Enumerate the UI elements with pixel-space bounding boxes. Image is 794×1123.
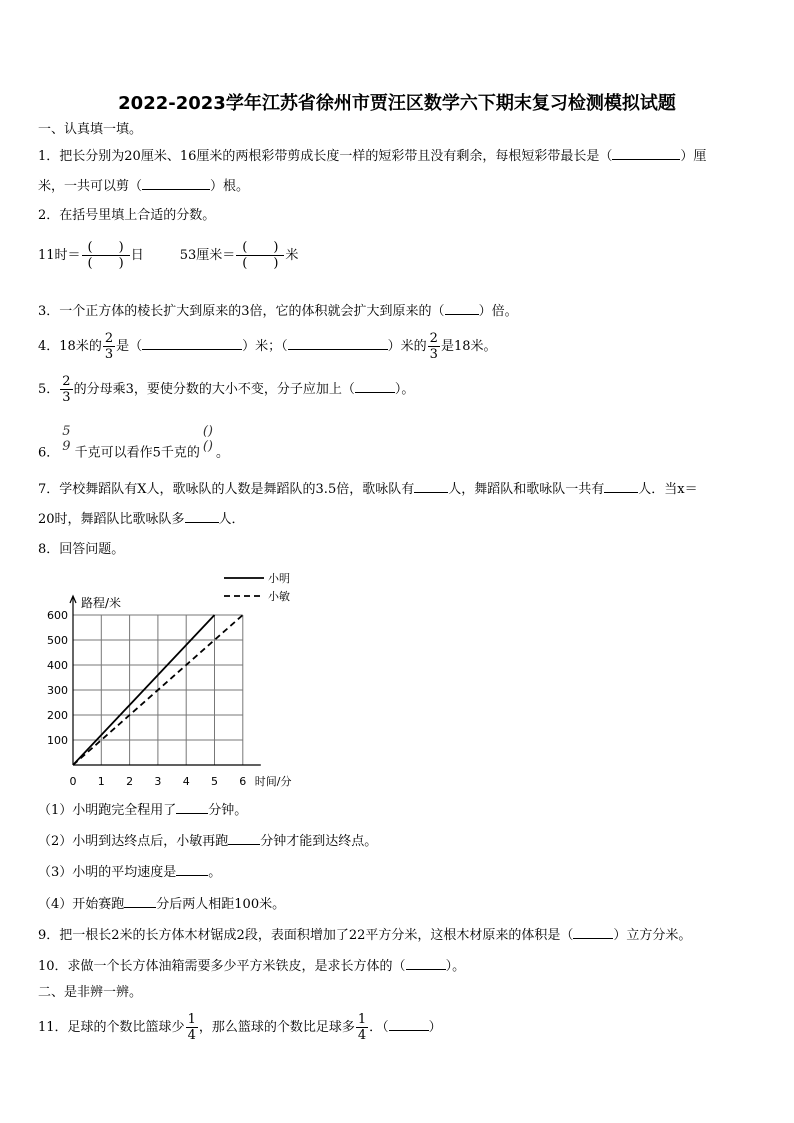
question-number: 9． <box>38 928 60 943</box>
numerator-blank[interactable]: () <box>202 424 213 439</box>
answer-blank[interactable] <box>124 895 156 908</box>
question-text: （1）小明跑完全程用了 <box>38 803 177 818</box>
question-text: 是（ <box>116 339 143 354</box>
question-1-line-2 <box>38 177 249 195</box>
question-text: ）米的 <box>387 339 427 354</box>
numerator: 2 <box>62 374 71 389</box>
section-heading-1: 一、认真填一填。 <box>38 122 143 137</box>
question-text: 把长分别为20厘米、16厘米的两根彩带剪成长度一样的短彩带且没有剩余，每根短彩带最长是（ <box>59 149 613 164</box>
x-tick-label: 0 <box>69 775 77 788</box>
x-tick-label: 1 <box>97 775 105 788</box>
question-text: ．（ <box>369 1020 389 1035</box>
numerator: 1 <box>187 1012 196 1027</box>
denominator-blank[interactable]: ( ) <box>242 256 279 271</box>
question-8-sub-4 <box>38 895 285 913</box>
answer-blank[interactable] <box>573 926 613 939</box>
question-text: ）米；（ <box>242 339 288 354</box>
question-number: 5． <box>38 382 60 397</box>
answer-blank[interactable] <box>604 480 638 493</box>
question-8-sub-1 <box>38 801 247 819</box>
question-text: （3）小明的平均速度是 <box>38 865 177 880</box>
question-text: ）倍。 <box>478 304 518 319</box>
question-text: ，那么篮球的个数比足球多 <box>198 1020 355 1035</box>
unit-label: 米 <box>285 248 299 263</box>
question-11 <box>38 1012 442 1043</box>
numerator: 1 <box>357 1012 367 1027</box>
question-text: ）根。 <box>210 179 250 194</box>
denominator: 4 <box>357 1028 367 1043</box>
legend-label: 小明 <box>268 572 290 585</box>
question-5 <box>38 374 414 405</box>
question-text: ） <box>428 1020 442 1035</box>
fraction <box>356 1012 368 1043</box>
denominator: 3 <box>104 347 114 362</box>
x-axis-label: 时间/分 <box>254 775 292 788</box>
y-tick-label: 400 <box>47 659 68 672</box>
x-tick-label: 6 <box>239 775 247 788</box>
question-text: 18米的 <box>59 339 102 354</box>
legend-label: 小敏 <box>268 590 290 603</box>
numerator: 2 <box>104 331 114 346</box>
answer-blank[interactable] <box>142 177 210 190</box>
denominator: 4 <box>187 1028 196 1043</box>
question-text: 求做一个长方体油箱需要多少平方米铁皮，是求长方体的（ <box>67 959 406 974</box>
denominator-blank[interactable]: ( ) <box>87 256 124 271</box>
answer-blank[interactable] <box>288 337 388 350</box>
question-text: （4）开始赛跑 <box>38 897 125 912</box>
question-text: 学校舞蹈队有X人，歌咏队的人数是舞蹈队的3.5倍，歌咏队有 <box>59 482 415 497</box>
answer-blank[interactable] <box>445 302 479 315</box>
question-text: ）。 <box>445 959 466 974</box>
answer-blank[interactable] <box>176 863 208 876</box>
denominator: 3 <box>62 390 71 405</box>
question-7-line-1 <box>38 480 698 498</box>
question-text: 分钟。 <box>208 803 248 818</box>
answer-blank[interactable] <box>142 337 242 350</box>
equation-left: 11时＝ <box>38 248 81 263</box>
question-text: 。 <box>216 445 230 461</box>
y-axis-label: 路程/米 <box>81 596 122 610</box>
y-tick-label: 600 <box>47 609 68 622</box>
question-6 <box>38 424 229 462</box>
x-tick-label: 4 <box>182 775 190 788</box>
numerator: 2 <box>429 331 438 346</box>
page-title: 2022-2023学年江苏省徐州市贾汪区数学六下期末复习检测模拟试题 <box>118 93 676 114</box>
question-2-line-2 <box>38 240 298 271</box>
question-number: 11． <box>38 1020 68 1035</box>
question-text: 回答问题。 <box>59 542 125 557</box>
question-text: 人． <box>218 512 245 527</box>
denominator: 3 <box>429 347 438 362</box>
question-text: 。 <box>208 865 222 880</box>
question-number: 8． <box>38 542 60 557</box>
fraction-answer-blank[interactable] <box>201 424 215 454</box>
fraction <box>186 1012 198 1043</box>
question-text: ）厘 <box>680 149 707 164</box>
answer-blank[interactable] <box>228 832 260 845</box>
question-8-sub-3 <box>38 863 221 881</box>
fraction-answer-blank[interactable] <box>236 240 284 271</box>
x-tick-label: 5 <box>211 775 218 788</box>
question-text: 20时，舞蹈队比歌咏队多 <box>38 512 185 527</box>
section-heading-2: 二、是非辨一辨。 <box>38 985 143 1000</box>
question-text: 足球的个数比篮球少 <box>67 1020 185 1035</box>
fraction <box>60 424 72 454</box>
question-text: （2）小明到达终点后，小敏再跑 <box>38 834 229 849</box>
question-8 <box>38 542 124 558</box>
question-text: 千克可以看作5千克的 <box>74 445 200 461</box>
equation-left: 53厘米＝ <box>179 248 236 263</box>
question-text: 把一根长2米的长方体木材锯成2段，表面积增加了22平方分米，这根木材原来的体积是（ <box>59 928 574 943</box>
question-number: 1． <box>38 149 60 164</box>
question-text: 分钟才能到达终点。 <box>260 834 378 849</box>
y-tick-label: 300 <box>47 684 68 697</box>
question-2-line-1 <box>38 208 215 224</box>
fraction <box>428 331 440 362</box>
question-8-sub-2 <box>38 832 377 850</box>
y-tick-label: 100 <box>47 734 68 747</box>
question-text: 分后两人相距100米。 <box>156 897 286 912</box>
question-text: ）立方分米。 <box>613 928 692 943</box>
question-number: 7． <box>38 482 60 497</box>
y-tick-label: 500 <box>47 634 68 647</box>
question-text: 人，舞蹈队和歌咏队一共有 <box>448 482 605 497</box>
question-4 <box>38 331 496 362</box>
answer-blank[interactable] <box>176 801 208 814</box>
fraction-answer-blank[interactable] <box>82 240 130 271</box>
unit-label: 日 <box>130 248 144 263</box>
question-text: 人．当x＝ <box>638 482 698 497</box>
question-text: ）。 <box>394 382 415 397</box>
question-1-line-1 <box>38 147 706 165</box>
question-text: 是18米。 <box>440 339 497 354</box>
y-tick-label: 200 <box>47 709 68 722</box>
question-10 <box>38 957 465 975</box>
answer-blank[interactable] <box>414 480 448 493</box>
question-number: 6． <box>38 445 60 461</box>
answer-blank[interactable] <box>185 510 219 523</box>
question-7-line-2 <box>38 510 245 528</box>
question-number: 4． <box>38 339 60 354</box>
answer-blank[interactable] <box>389 1018 429 1031</box>
answer-blank[interactable] <box>406 957 446 970</box>
question-text: 一个正方体的棱长扩大到原来的3倍，它的体积就会扩大到原来的（ <box>59 304 445 319</box>
numerator-blank[interactable]: ( ) <box>87 240 124 255</box>
question-text: 的分母乘3，要使分数的大小不变，分子应加上（ <box>73 382 355 397</box>
x-tick-label: 2 <box>126 775 134 788</box>
question-number: 3． <box>38 304 60 319</box>
question-text: 米，一共可以剪（ <box>38 179 143 194</box>
denominator: 9 <box>62 439 71 454</box>
question-3 <box>38 302 518 320</box>
numerator: 5 <box>62 424 71 439</box>
question-9 <box>38 926 691 944</box>
answer-blank[interactable] <box>612 147 680 160</box>
distance-time-chart <box>30 565 320 795</box>
fraction <box>60 374 72 405</box>
question-number: 10． <box>38 959 68 974</box>
numerator-blank[interactable]: ( ) <box>242 240 279 255</box>
denominator-blank[interactable]: () <box>202 439 213 454</box>
question-text: 在括号里填上合适的分数。 <box>59 208 216 223</box>
question-number: 2． <box>38 208 60 223</box>
x-tick-label: 3 <box>154 775 162 788</box>
answer-blank[interactable] <box>355 380 395 393</box>
fraction <box>103 331 115 362</box>
